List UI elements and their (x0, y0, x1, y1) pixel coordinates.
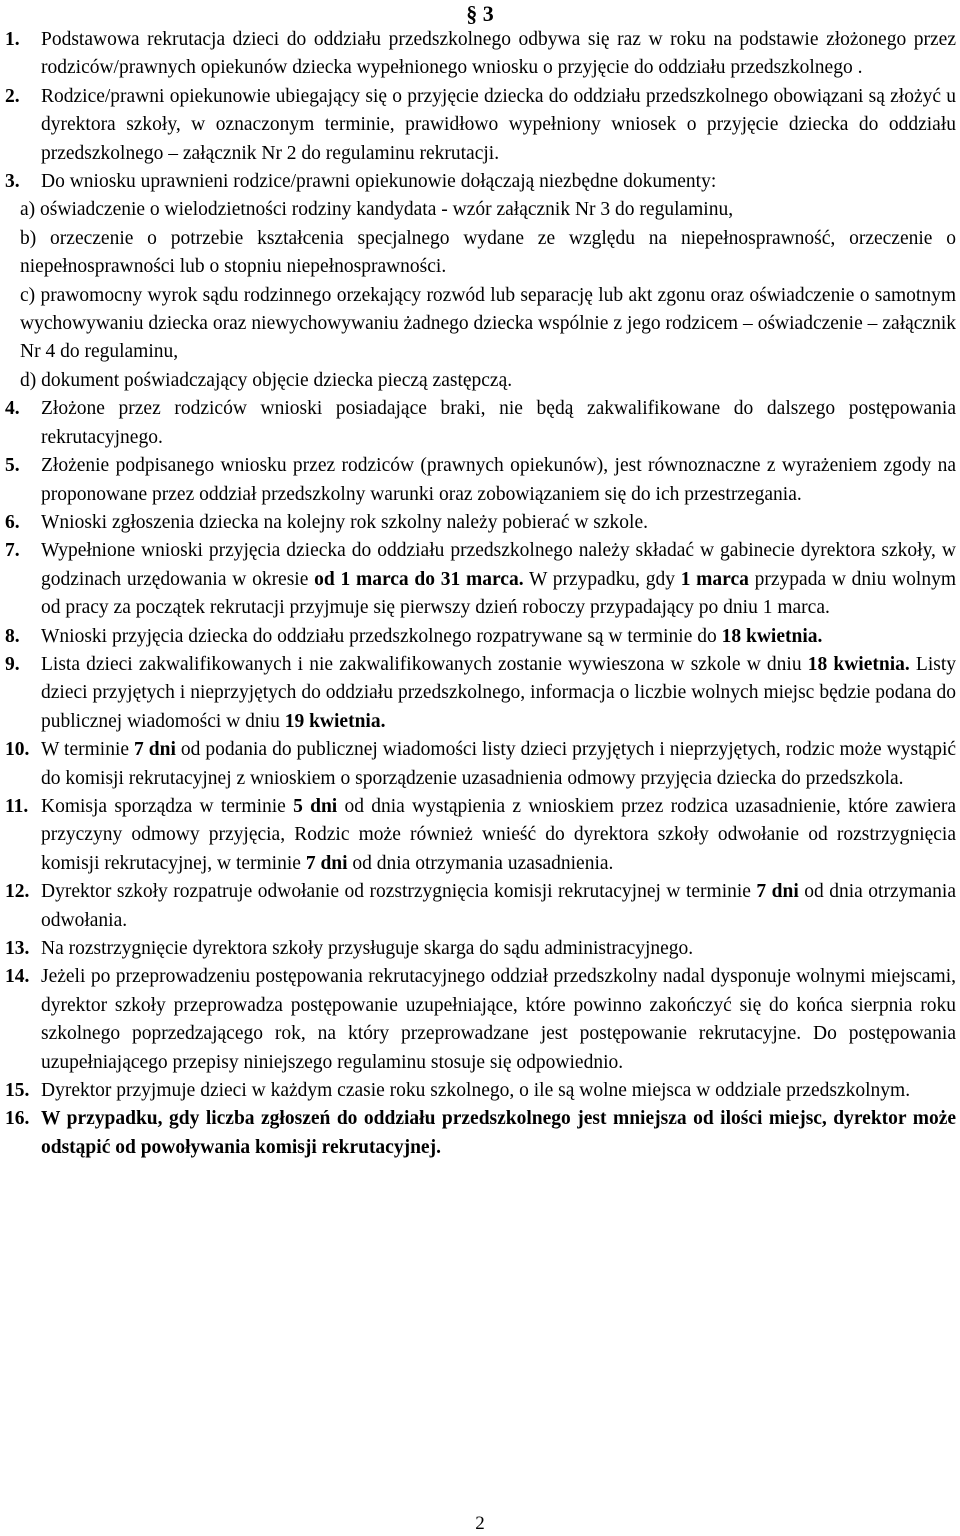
section-heading: § 3 (466, 1, 494, 26)
paragraph-text: Wnioski przyjęcia dziecka do oddziału przedszkolnego rozpatrywane są w terminie do (41, 625, 722, 647)
paragraph-text: przypada w dniu wolnym od pracy za początek rekrutacji przyjmuje się pierwszy dzień roboczy przypadający po dniu 1 marca. (41, 568, 956, 619)
paragraph-8 (5, 623, 956, 651)
page-number: 2 (475, 1513, 485, 1534)
deadline-bold: 7 dni (756, 881, 799, 903)
paragraph-text: od dnia otrzymania uzasadnienia. (347, 852, 614, 874)
paragraph-number: 13. (5, 938, 30, 959)
paragraph-11 (5, 793, 956, 878)
paragraph-text: W przypadku, gdy (523, 568, 681, 590)
paragraph-text: Komisja sporządza w terminie (41, 795, 294, 817)
paragraph-text: W terminie (41, 739, 135, 761)
paragraph-6 (5, 509, 956, 537)
paragraph-number: 2. (5, 85, 20, 107)
deadline-bold: 7 dni (305, 852, 348, 874)
paragraph-text: Złożenie podpisanego wniosku przez rodziców (prawnych opiekunów), jest równoznaczne z wyrażeniem zgody na proponowane przez oddział przedszkolny warunki oraz zobowiązaniem się do ich przestrzegania. (41, 455, 956, 505)
paragraph-text-bold: W przypadku, gdy liczba zgłoszeń do oddziału przedszkolnego jest mniejsza od ilości miejsc, dyrektor może odstąpić od powoływania komisji rekrutacyjnej. (41, 1108, 956, 1158)
date-bold: 1 marca (680, 568, 749, 590)
paragraph-number: 8. (5, 625, 20, 647)
paragraph-3 (5, 168, 956, 196)
paragraph-text: od podania do publicznej wiadomości listy dzieci przyjętych i nieprzyjętych, rodzic może wystąpić do komisji rekrutacyjnej z wnioskiem o sporządzenie uzasadnienia odmowy przyjęcia dziecka do przedszkola. (41, 739, 957, 789)
deadline-bold: 7 dni (134, 739, 176, 761)
paragraph-4 (5, 395, 956, 452)
paragraph-5 (5, 452, 956, 509)
date-bold: 18 kwietnia. (721, 625, 823, 647)
sublist-item-d: d) dokument poświadczający objęcie dziecka pieczą zastępczą. (20, 369, 513, 391)
paragraph-10 (5, 736, 956, 793)
paragraph-text: Do wniosku uprawnieni rodzice/prawni opiekunowie dołączają niezbędne dokumenty: (41, 171, 717, 193)
paragraph-12 (5, 878, 956, 935)
paragraph-number: 3. (5, 171, 20, 193)
deadline-bold: 5 dni (293, 795, 338, 817)
paragraph-text: Listy dzieci przyjętych i nieprzyjętych do oddziału przedszkolnego, informacja o liczbie wolnych miejsc będzie podana do publicznej wiadomości w dniu (41, 653, 956, 732)
paragraph-text: Lista dzieci zakwalifikowanych i nie zakwalifikowanych zostanie wywieszona w szkole w dniu (41, 653, 808, 675)
date-range-bold: od 1 marca do 31 marca. (314, 568, 524, 590)
paragraph-number: 9. (5, 653, 20, 675)
paragraph-1 (5, 26, 956, 83)
paragraph-text: Jeżeli po przeprowadzeniu postępowania rekrutacyjnego oddział przedszkolny nadal dysponuje wolnymi miejscami, dyrektor szkoły przeprowadza postępowanie uzupełniające, które powinno zakończyć się do końca sierpnia roku szkolnego poprzedzającego rok, na który przeprowadzane jest postępowanie rekrutacyjne. Do postępowania uzupełniającego przepisy niniejszego regulaminu stosuje się odpowiednio. (41, 966, 956, 1073)
date-bold: 19 kwietnia. (284, 710, 386, 732)
paragraph-number: 6. (5, 511, 20, 533)
paragraph-number: 12. (5, 881, 30, 903)
paragraph-text: Podstawowa rekrutacja dzieci do oddziału przedszkolnego odbywa się raz w roku na podstawie złożonego przez rodziców/prawnych opiekunów dziecka wypełnionego wniosku o przyjęcie do oddziału przedszkolnego . (41, 29, 956, 79)
sublist-documents (5, 196, 956, 395)
paragraph-text: Dyrektor szkoły rozpatruje odwołanie od rozstrzygnięcia komisji rekrutacyjnej w terminie (41, 881, 757, 903)
paragraph-number: 11. (5, 795, 29, 817)
sublist-item-c: c) prawomocny wyrok sądu rodzinnego orzekający rozwód lub separację lub akt zgonu oraz oświadczenie o samotnym wychowywaniu dziecka oraz niewychowywaniu żadnego dziecka wspólnie z jego rodzicem – oświadczenie – załącznik Nr 4 do regulaminu, (20, 284, 956, 363)
paragraph-number: 10. (5, 739, 30, 761)
paragraph-9 (5, 651, 956, 736)
paragraph-2 (5, 83, 956, 168)
paragraph-13 (5, 935, 956, 963)
paragraph-text: od dnia otrzymania odwołania. (41, 881, 956, 931)
date-bold: 18 kwietnia. (807, 653, 910, 675)
paragraph-text: Wnioski zgłoszenia dziecka na kolejny rok szkolny należy pobierać w szkole. (41, 511, 648, 533)
paragraph-text: Rodzice/prawni opiekunowie ubiegający się o przyjęcie dziecka do oddziału przedszkolnego obowiązani są złożyć u dyrektora szkoły, w oznaczonym terminie, prawidłowo wypełniony wniosek o przyjęcie dziecka do oddziału przedszkolnego – załącznik Nr 2 do regulaminu rekrutacji. (41, 85, 956, 164)
paragraph-15 (5, 1077, 956, 1105)
sublist-item-b: b) orzeczenie o potrzebie kształcenia specjalnego wydane ze względu na niepełnosprawność, orzeczenie o niepełnosprawności lub o stopniu niepełnosprawności. (20, 227, 956, 278)
paragraph-7 (5, 537, 956, 622)
sublist-item-a: a) oświadczenie o wielodzietności rodziny kandydata - wzór załącznik Nr 3 do regulaminu, (20, 199, 734, 221)
document-body (5, 26, 956, 1162)
paragraph-number: 7. (5, 540, 20, 562)
paragraph-number: 15. (5, 1080, 30, 1102)
paragraph-number: 4. (5, 398, 20, 420)
paragraph-text: od dnia wystąpienia z wnioskiem przez rodzica uzasadnienie, które zawiera przyczyny odmowy przyjęcia, Rodzic może również wnieść do dyrektora szkoły odwołanie od rozstrzygnięcia komisji rekrutacyjnej, w terminie (41, 795, 956, 874)
paragraph-text: Złożone przez rodziców wnioski posiadające braki, nie będą zakwalifikowane do dalszego postępowania rekrutacyjnego. (41, 398, 956, 448)
paragraph-number: 5. (5, 455, 20, 477)
paragraph-number: 14. (5, 966, 30, 988)
paragraph-text: Na rozstrzygnięcie dyrektora szkoły przysługuje skarga do sądu administracyjnego. (41, 938, 694, 959)
paragraph-text: Wypełnione wnioski przyjęcia dziecka do oddziału przedszkolnego należy składać w gabinecie dyrektora szkoły, w godzinach urzędowania w okresie (41, 540, 956, 590)
paragraph-14 (5, 963, 956, 1077)
paragraph-16 (5, 1105, 956, 1162)
paragraph-number: 1. (5, 29, 20, 50)
paragraph-number: 16. (5, 1108, 30, 1130)
paragraph-text: Dyrektor przyjmuje dzieci w każdym czasie roku szkolnego, o ile są wolne miejsca w oddziale przedszkolnym. (41, 1080, 911, 1102)
